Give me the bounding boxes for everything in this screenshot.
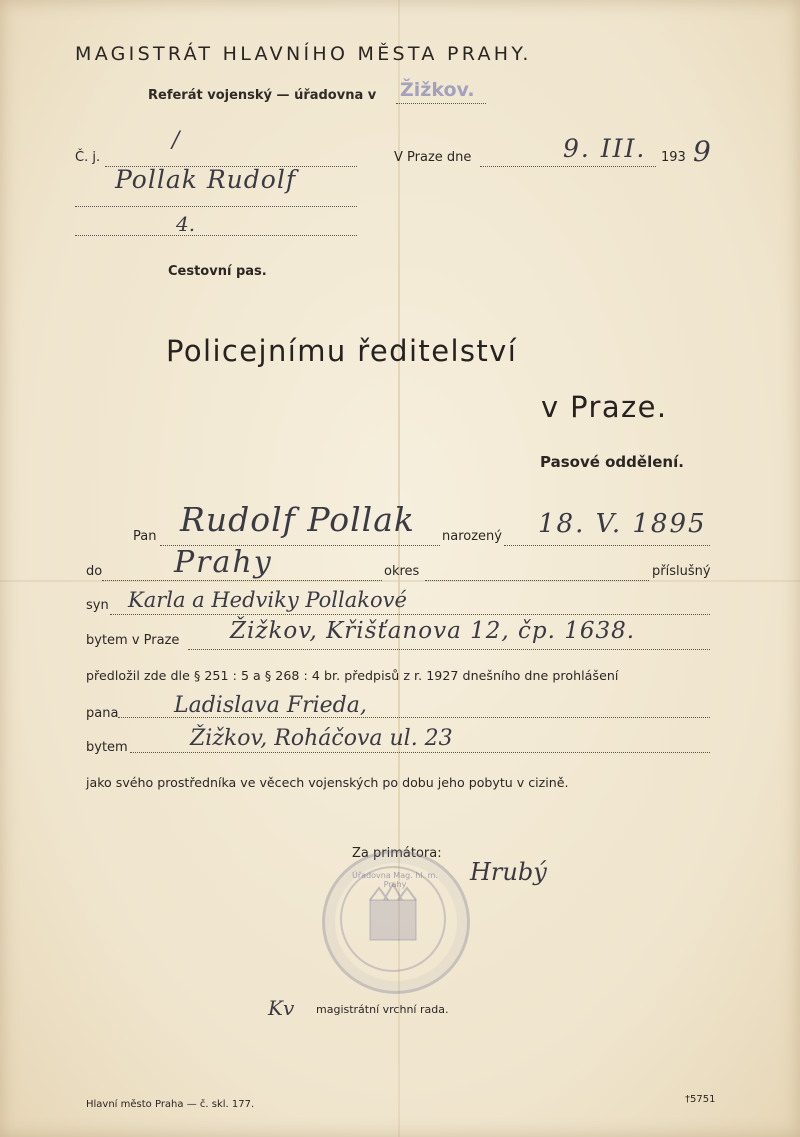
subject-label: Cestovní pas. (168, 264, 267, 279)
statement-text: předložil zde dle § 251 : 5 a § 268 : 4 br. předpisů z r. 1927 dnešního dne prohlášení (86, 668, 619, 683)
year-suffix: 9 (693, 135, 711, 168)
date-value: 9. III. (563, 134, 647, 163)
prislusny-label: příslušný (652, 564, 711, 579)
authority-heading: MAGISTRÁT HLAVNÍHO MĚSTA PRAHY. (75, 43, 532, 65)
sub-rule (75, 235, 357, 236)
born-label: narozený (442, 529, 502, 544)
pana-value: Ladislava Frieda, (174, 693, 367, 718)
footer-code: †5751 (685, 1094, 716, 1105)
syn-label: syn (86, 598, 109, 613)
year-prefix: 193 (661, 150, 686, 165)
pan-value: Rudolf Pollak (180, 500, 415, 539)
office-stamp: Žižkov. (400, 79, 475, 101)
syn-rule (110, 614, 710, 615)
signature: Hrubý (470, 858, 547, 886)
footer-printer: Hlavní město Praha — č. skl. 177. (86, 1099, 255, 1110)
cj-label: Č. j. (75, 150, 101, 165)
date-rule (480, 166, 656, 167)
do-value: Prahy (174, 545, 273, 580)
addressee-division: Pasové oddělení. (540, 453, 684, 471)
purpose-text: jako svého prostředníka ve věcech vojenských po dobu jeho pobytu v cizině. (86, 775, 569, 790)
born-rule (504, 545, 710, 546)
department-line: Referát vojenský — úřadovna v (148, 88, 377, 103)
signer-title: magistrátní vrchní rada. (316, 1003, 449, 1016)
sub-mark: 4. (176, 212, 196, 236)
bytem-rule (130, 752, 710, 753)
pana-label: pana (86, 706, 119, 721)
pan-label: Pan (133, 529, 157, 544)
name-line: Pollak Rudolf (115, 165, 297, 194)
za-primatora: Za primátora: (352, 846, 442, 861)
okres-rule (425, 580, 649, 581)
bytem-value: Žižkov, Roháčova ul. 23 (190, 726, 453, 751)
name-rule (75, 206, 357, 207)
initials: Kv (268, 996, 295, 1020)
stamp-text: Úřadovna Mag. hl. m. Prahy (352, 871, 438, 889)
addressee-line1: Policejnímu ředitelství (166, 334, 518, 368)
bytem-label: bytem (86, 740, 128, 755)
official-stamp (322, 850, 470, 994)
bytem-praha-rule (188, 649, 710, 650)
syn-value: Karla a Hedviky Pollakové (128, 588, 407, 612)
do-rule (102, 580, 382, 581)
addressee-line2: v Praze. (541, 390, 668, 424)
do-label: do (86, 564, 103, 579)
bytem-praha-label: bytem v Praze (86, 633, 180, 648)
bytem-praha-value: Žižkov, Křišťanova 12, čp. 1638. (230, 618, 636, 644)
okres-label: okres (384, 564, 420, 579)
cj-value: / (172, 128, 180, 153)
date-label: V Praze dne (394, 150, 472, 165)
born-value: 18. V. 1895 (538, 509, 707, 539)
department-rule (396, 103, 486, 104)
